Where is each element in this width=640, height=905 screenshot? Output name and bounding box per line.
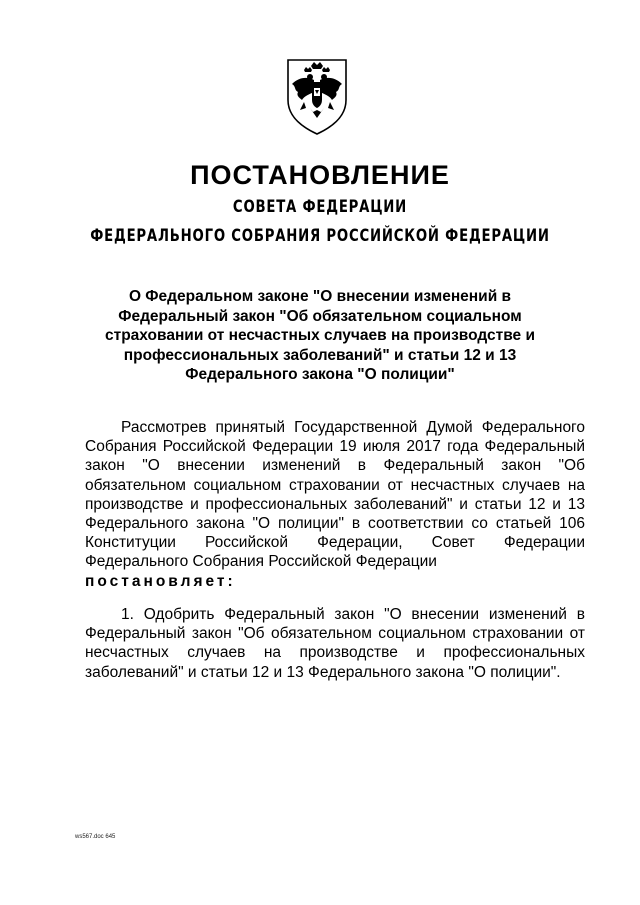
russian-coat-of-arms-icon	[284, 56, 350, 136]
document-title: ПОСТАНОВЛЕНИЕ	[190, 160, 450, 190]
document-subtitle-line2: ФЕДЕРАЛЬНОГО СОБРАНИЯ РОССИЙСКОЙ ФЕДЕРАЦИИ	[90, 226, 550, 246]
resolves-keyword: постановляет:	[85, 572, 236, 590]
subject-line: Федерального закона "О полиции"	[185, 366, 455, 383]
preamble-text: Рассмотрев принятый Государственной Думой Федерального Собрания Российской Федерации 19 июля 2017 года Федеральный закон "О внесении изменений в Федеральный закон "Об обязательном социальном страховании от несчастных случаев на производстве и профессиональных заболеваний" и статьи 12 и 13 Федерального закона "О полиции" в соответствии со статьей 106 Конституции Российской Федерации, Совет Федерации Федерального Собрания Российской Федерации	[85, 419, 585, 571]
preamble-paragraph	[85, 418, 585, 591]
footer-document-code: ws567.doc 645	[75, 834, 116, 840]
document-subtitle-line1: СОВЕТА ФЕДЕРАЦИИ	[232, 197, 408, 217]
subject-line: Федеральный закон "Об обязательном социальном	[118, 307, 522, 325]
subject-line: профессиональных заболеваний" и статьи 12 и 13	[123, 346, 517, 364]
subject-line: страховании от несчастных случаев на производстве и	[105, 327, 535, 344]
clause-1-paragraph: 1. Одобрить Федеральный закон "О внесении изменений в Федеральный закон "Об обязательном социальном страховании от несчастных случаев на производстве и профессиональных заболеваний" и статьи 12 и 13 Федерального закона "О полиции".	[85, 606, 585, 681]
subject-line: О Федеральном законе "О внесении изменений в	[128, 288, 512, 305]
document-subject	[100, 287, 540, 385]
